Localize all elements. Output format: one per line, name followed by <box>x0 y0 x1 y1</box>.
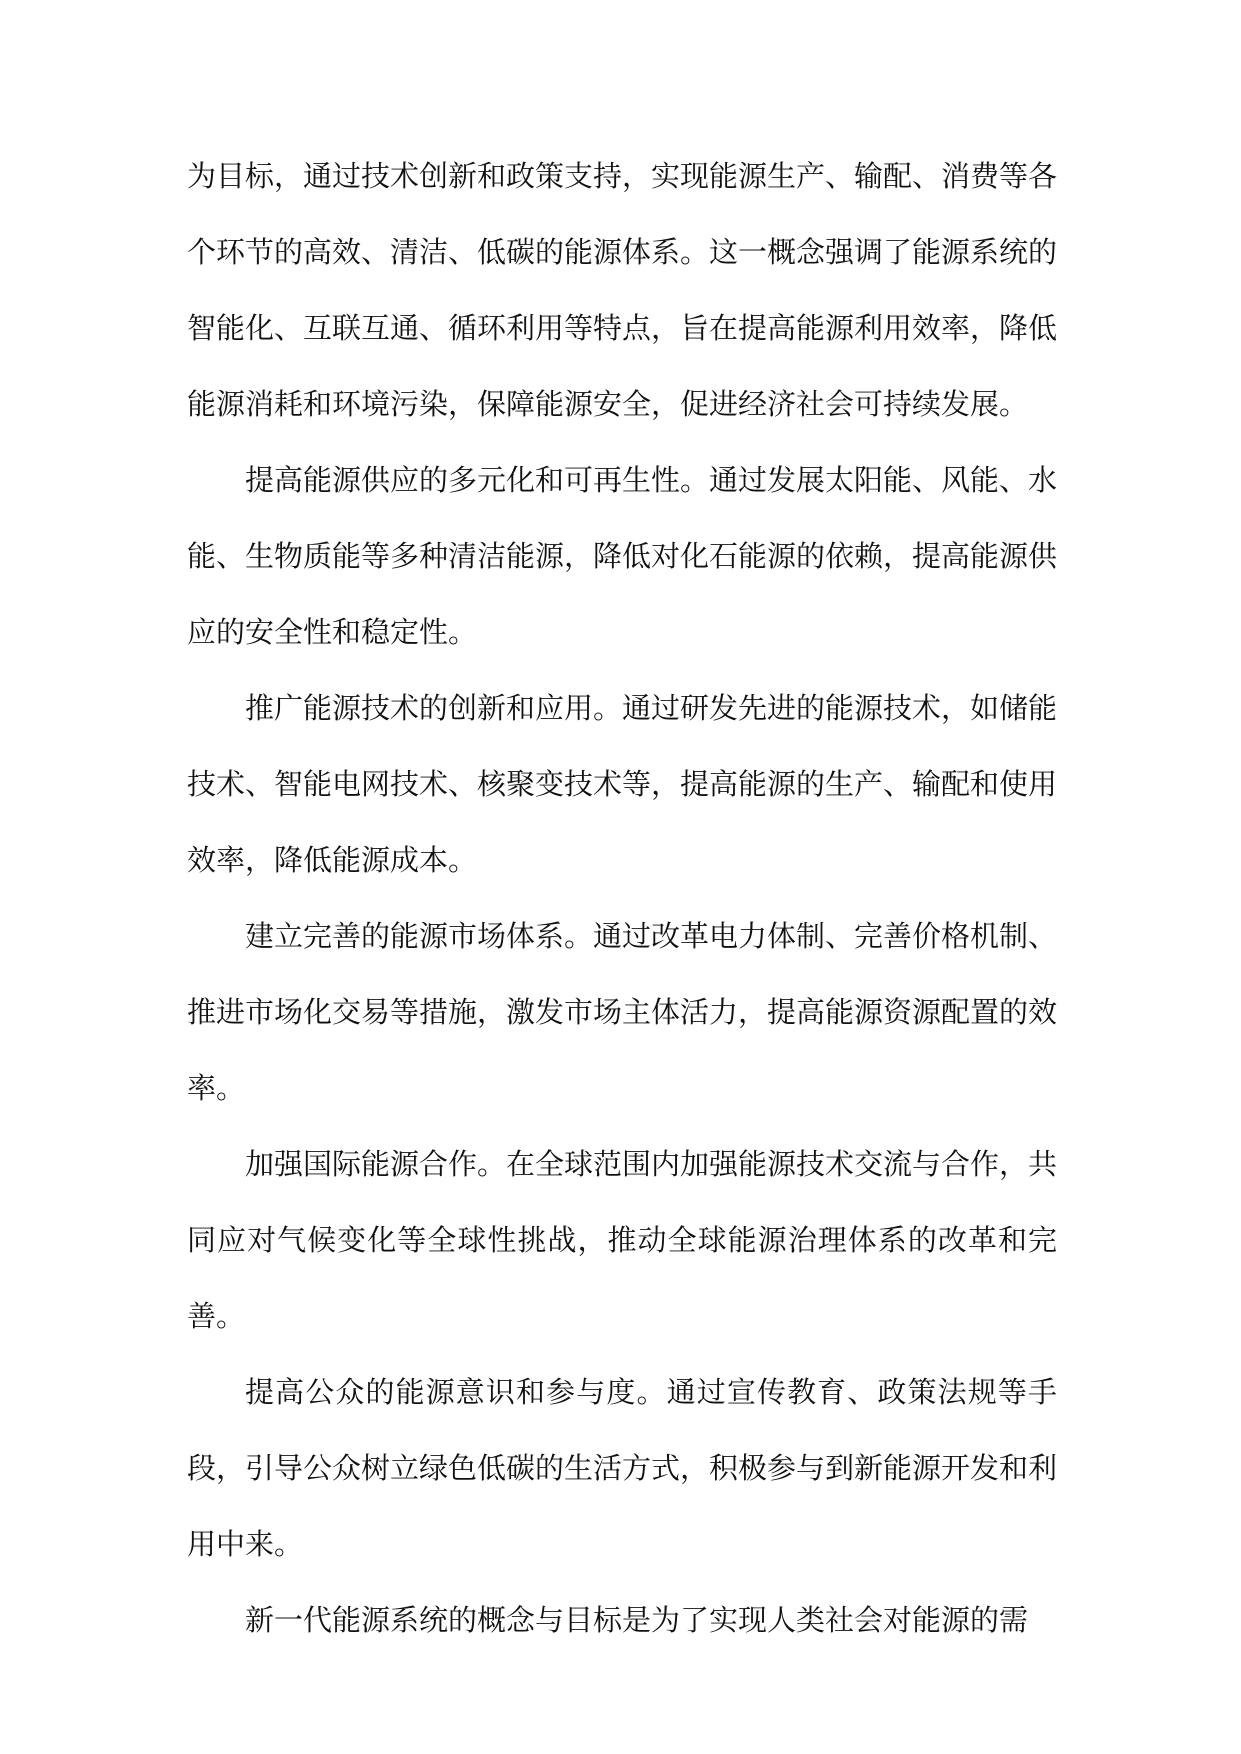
paragraph-concept-goal: 新一代能源系统的概念与目标是为了实现人类社会对能源的需 <box>245 1603 1029 1637</box>
paragraph-international-cooperation: 加强国际能源合作。在全球范围内加强能源技术交流与合作，共同应对气候变化等全球性挑战，推动全球能源治理体系的改革和完善。 <box>187 1147 1058 1333</box>
paragraph-market-system: 建立完善的能源市场体系。通过改革电力体制、完善价格机制、推进市场化交易等措施，激发市场主体活力，提高能源资源配置的效率。 <box>187 919 1058 1105</box>
paragraph-energy-diversification: 提高能源供应的多元化和可再生性。通过发展太阳能、风能、水能、生物质能等多种清洁能源，降低对化石能源的依赖，提高能源供应的安全性和稳定性。 <box>187 463 1058 649</box>
document-body <box>187 138 1057 1658</box>
paragraph-public-awareness: 提高公众的能源意识和参与度。通过宣传教育、政策法规等手段，引导公众树立绿色低碳的生活方式，积极参与到新能源开发和利用中来。 <box>187 1375 1058 1561</box>
paragraph-continued: 为目标，通过技术创新和政策支持，实现能源生产、输配、消费等各个环节的高效、清洁、低碳的能源体系。这一概念强调了能源系统的智能化、互联互通、循环利用等特点，旨在提高能源利用效率，降低能源消耗和环境污染，保障能源安全，促进经济社会可持续发展。 <box>187 159 1058 421</box>
paragraph-technology-innovation: 推广能源技术的创新和应用。通过研发先进的能源技术，如储能技术、智能电网技术、核聚变技术等，提高能源的生产、输配和使用效率，降低能源成本。 <box>187 691 1058 877</box>
